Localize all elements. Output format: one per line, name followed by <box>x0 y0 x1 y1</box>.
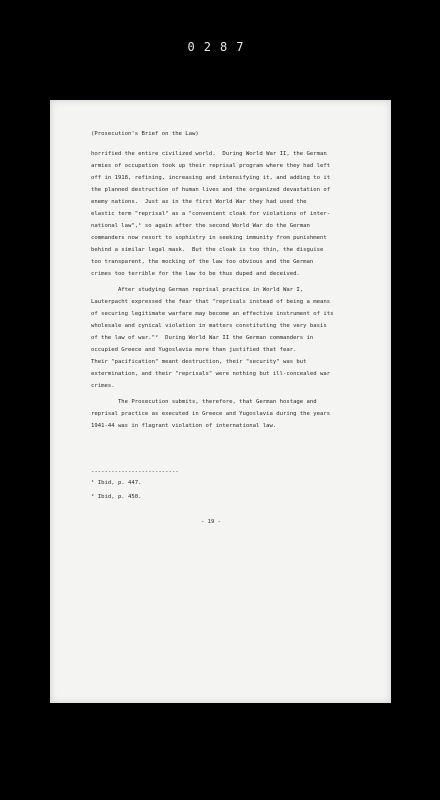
paragraph-reprisal-history: horrified the entire civilized world. During World War II, the German armies of occupation took up their reprisal program where they had left off in 1918, refining, increasing and intensifying it, and adding to it the planned destruction of human lives and the organized devastation of enemy nations. Just as in the first World War they had used the elastic term "reprisal" as a "convenient cloak for violations of inter- national law",¹ so again after the second World War do the German commanders now resort to sophistry in seeking immunity from punishment behind a similar legal mask. But the cloak is too thin, the disguise too transparent, the mocking of the law too obvious and the German crimes too terrible for the law to be thus duped and deceived. <box>91 151 331 277</box>
footnote-1: ¹ Ibid, p. 447. <box>91 480 142 486</box>
paragraph-submission: The Prosecution submits, therefore, that German hostage and reprisal practice as executed in Greece and Yugoslavia during the years 1941-44 was in flagrant violation of international law. <box>91 399 331 429</box>
paragraph-lauterpacht: After studying German reprisal practice in World War I, Lauterpacht expressed the fear that "reprisals instead of being a means of securing legitimate warfare may become an effective instrument of its wholesale and cynical violation in matters constituting the very basis of the law of war."² During World War II the German commanders in occupied Greece and Yugoslavia more than justified that fear. Their "pacification" meant destruction, their "security" was but extermination, and their "reprisals" were nothing but ill-concealed war crimes. <box>91 287 334 389</box>
frame-number: 0287 <box>187 40 253 54</box>
footnote-rule: -------------------------- <box>91 469 179 475</box>
page-content <box>91 128 371 528</box>
footnote-2: ² Ibid, p. 450. <box>91 494 142 500</box>
page-number: - 19 - <box>200 519 222 525</box>
document-page <box>50 100 391 703</box>
page-header: (Prosecution's Brief on the Law) <box>91 131 199 137</box>
